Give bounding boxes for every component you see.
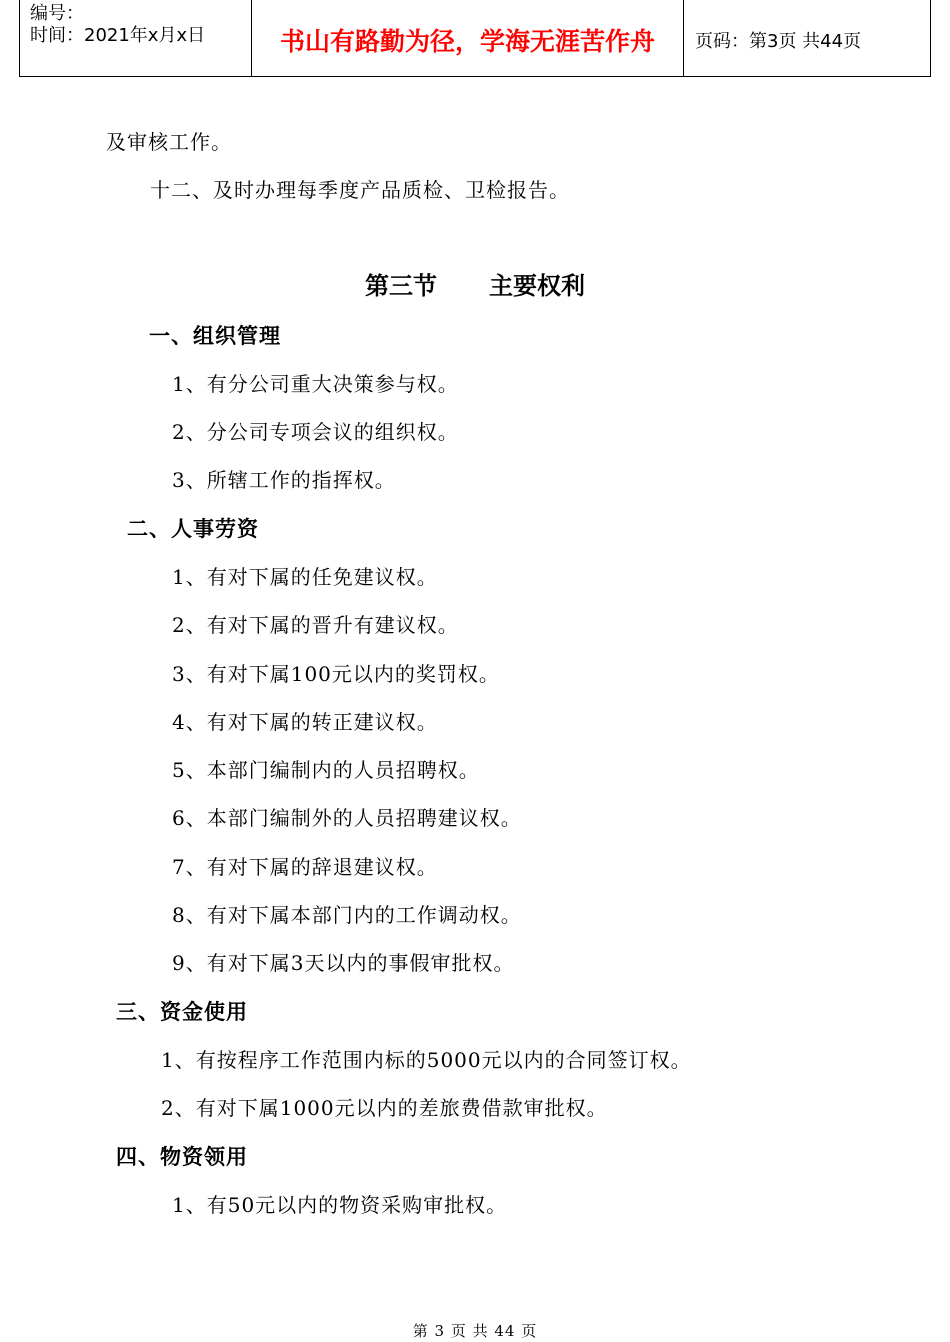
list-item: 3、所辖工作的指挥权。 <box>172 468 396 492</box>
list-item: 2、分公司专项会议的组织权。 <box>172 420 459 444</box>
item-twelve: 十二、及时办理每季度产品质检、卫检报告。 <box>150 178 570 202</box>
list-item: 2、有对下属的晋升有建议权。 <box>172 613 459 637</box>
heading-materials: 四、物资领用 <box>116 1145 248 1169</box>
list-item: 1、有对下属的任免建议权。 <box>172 565 438 589</box>
list-item: 5、本部门编制内的人员招聘权。 <box>172 758 480 782</box>
heading-personnel: 二、人事劳资 <box>127 517 259 541</box>
section-number: 第三节 <box>365 272 437 300</box>
list-item: 1、有按程序工作范围内标的5000元以内的合同签订权。 <box>161 1048 692 1072</box>
header-motto: 书山有路勤为径，学海无涯苦作舟 <box>252 0 684 76</box>
list-item: 6、本部门编制外的人员招聘建议权。 <box>172 806 522 830</box>
list-item: 4、有对下属的转正建议权。 <box>172 710 438 734</box>
page-header <box>19 0 931 77</box>
list-item: 9、有对下属3天以内的事假审批权。 <box>172 951 515 975</box>
section-title <box>0 272 950 300</box>
list-item: 1、有50元以内的物资采购审批权。 <box>172 1193 508 1217</box>
list-item: 2、有对下属1000元以内的差旅费借款审批权。 <box>161 1096 608 1120</box>
date-label: 时间：2021年x月x日 <box>30 25 206 46</box>
list-item: 1、有分公司重大决策参与权。 <box>172 372 459 396</box>
continuation-text: 及审核工作。 <box>106 130 232 154</box>
list-item: 8、有对下属本部门内的工作调动权。 <box>172 903 522 927</box>
serial-number-label: 编号： <box>30 3 84 24</box>
section-name: 主要权利 <box>489 272 585 300</box>
heading-org-management: 一、组织管理 <box>149 324 281 348</box>
list-item: 7、有对下属的辞退建议权。 <box>172 855 438 879</box>
list-item: 3、有对下属100元以内的奖罚权。 <box>172 662 500 686</box>
heading-funds: 三、资金使用 <box>116 1000 248 1024</box>
header-meta-cell <box>20 0 252 76</box>
header-page-info: 页码：第3页 共44页 <box>695 31 862 52</box>
page-footer: 第 3 页 共 44 页 <box>412 1322 538 1340</box>
